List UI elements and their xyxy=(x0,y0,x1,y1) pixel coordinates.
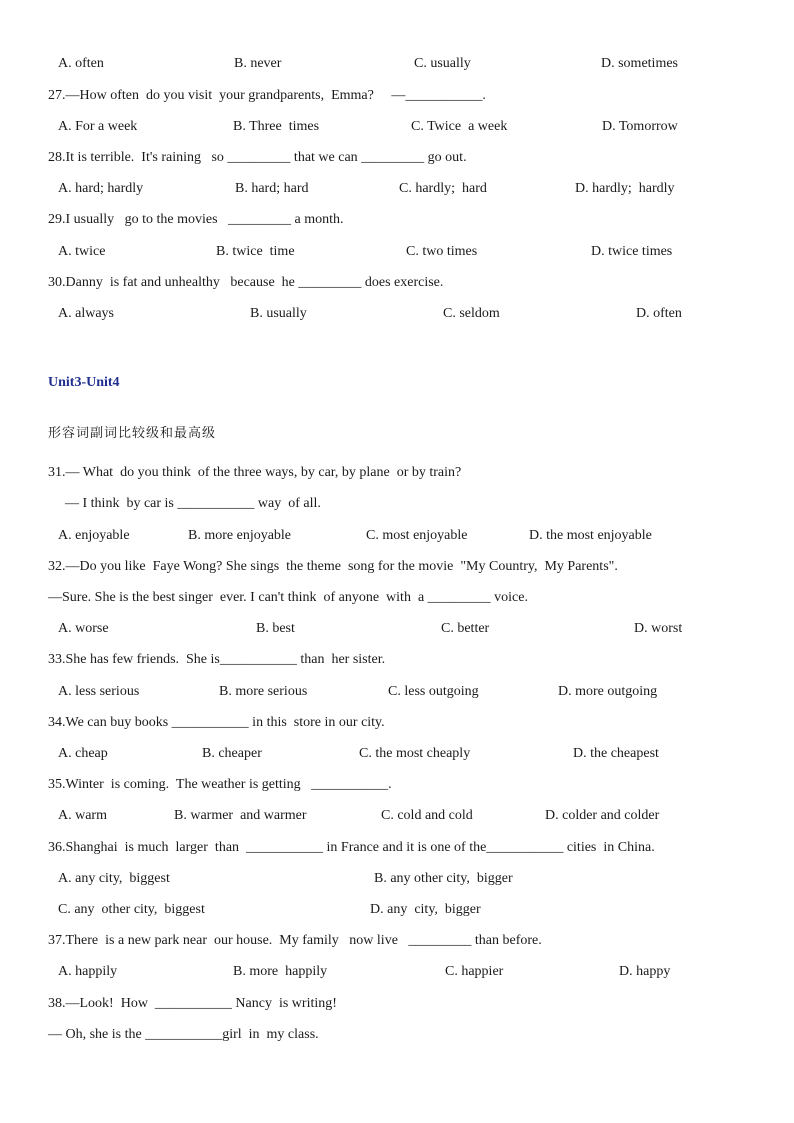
q36-stem: 36.Shanghai is much larger than ___________ in France and it is one of the___________ cities in China. xyxy=(48,840,655,855)
q32-stem-reply: —Sure. She is the best singer ever. I can't think of anyone with a _________ voice. xyxy=(48,590,528,605)
q36-option-d: D. any city, bigger xyxy=(370,902,481,917)
q35-option-c: C. cold and cold xyxy=(381,808,473,823)
q27-option-b: B. Three times xyxy=(233,119,320,134)
q26-option-d: D. sometimes xyxy=(601,56,678,71)
q35-option-d: D. colder and colder xyxy=(545,808,660,823)
q37-option-d: D. happy xyxy=(619,964,671,979)
q34-option-a: A. cheap xyxy=(58,746,108,761)
q38-stem: 38.—Look! How ___________ Nancy is writing! xyxy=(48,996,337,1011)
q26-option-b: B. never xyxy=(234,56,282,71)
q33-stem: 33.She has few friends. She is___________ than her sister. xyxy=(48,652,386,667)
q34-option-b: B. cheaper xyxy=(202,746,262,761)
q35-option-a: A. warm xyxy=(58,808,107,823)
q26-option-c: C. usually xyxy=(414,56,471,71)
q33-option-c: C. less outgoing xyxy=(388,684,479,699)
q32-stem: 32.—Do you like Faye Wong? She sings the theme song for the movie "My Country, My Parents". xyxy=(48,559,618,574)
q38-stem-reply: — Oh, she is the ___________girl in my class. xyxy=(48,1027,319,1042)
q31-stem-reply: — I think by car is ___________ way of all. xyxy=(58,496,321,511)
q28-stem: 28.It is terrible. It's raining so _________ that we can _________ go out. xyxy=(48,150,467,165)
q37-option-c: C. happier xyxy=(445,964,504,979)
q35-option-b: B. warmer and warmer xyxy=(174,808,307,823)
q30-option-d: D. often xyxy=(636,306,682,321)
q34-option-c: C. the most cheaply xyxy=(359,746,471,761)
q31-option-b: B. more enjoyable xyxy=(188,528,292,543)
q32-option-d: D. worst xyxy=(634,621,683,636)
q29-option-c: C. two times xyxy=(406,244,478,259)
q31-option-d: D. the most enjoyable xyxy=(529,528,652,543)
unit-heading: Unit3-Unit4 xyxy=(48,375,120,390)
q34-stem: 34.We can buy books ___________ in this store in our city. xyxy=(48,715,385,730)
q36-option-b: B. any other city, bigger xyxy=(374,871,513,886)
q31-stem: 31.— What do you think of the three ways, by car, by plane or by train? xyxy=(48,465,462,480)
q29-option-d: D. twice times xyxy=(591,244,673,259)
q27-option-d: D. Tomorrow xyxy=(602,119,678,134)
q28-option-a: A. hard; hardly xyxy=(58,181,144,196)
q28-option-d: D. hardly; hardly xyxy=(575,181,675,196)
q26-option-a: A. often xyxy=(58,56,104,71)
q29-option-a: A. twice xyxy=(58,244,106,259)
q30-option-b: B. usually xyxy=(250,306,307,321)
section-heading: 形容词副词比较级和最高级 xyxy=(48,426,217,441)
q33-option-b: B. more serious xyxy=(219,684,308,699)
q27-option-c: C. Twice a week xyxy=(411,119,508,134)
q28-option-c: C. hardly; hard xyxy=(399,181,487,196)
q27-option-a: A. For a week xyxy=(58,119,138,134)
q32-option-b: B. best xyxy=(256,621,295,636)
q36-option-c: C. any other city, biggest xyxy=(58,902,205,917)
q32-option-c: C. better xyxy=(441,621,490,636)
q30-stem: 30.Danny is fat and unhealthy because he _________ does exercise. xyxy=(48,275,444,290)
q27-stem: 27.—How often do you visit your grandparents, Emma? —___________. xyxy=(48,88,486,103)
q29-stem: 29.I usually go to the movies _________ a month. xyxy=(48,212,344,227)
q37-option-a: A. happily xyxy=(58,964,118,979)
q32-option-a: A. worse xyxy=(58,621,109,636)
q36-option-a: A. any city, biggest xyxy=(58,871,170,886)
q37-stem: 37.There is a new park near our house. My family now live _________ than before. xyxy=(48,933,542,948)
q31-option-c: C. most enjoyable xyxy=(366,528,468,543)
q30-option-c: C. seldom xyxy=(443,306,500,321)
q33-option-d: D. more outgoing xyxy=(558,684,658,699)
q29-option-b: B. twice time xyxy=(216,244,295,259)
q30-option-a: A. always xyxy=(58,306,114,321)
q34-option-d: D. the cheapest xyxy=(573,746,659,761)
q37-option-b: B. more happily xyxy=(233,964,328,979)
q31-option-a: A. enjoyable xyxy=(58,528,130,543)
q33-option-a: A. less serious xyxy=(58,684,140,699)
q35-stem: 35.Winter is coming. The weather is getting ___________. xyxy=(48,777,392,792)
q28-option-b: B. hard; hard xyxy=(235,181,309,196)
